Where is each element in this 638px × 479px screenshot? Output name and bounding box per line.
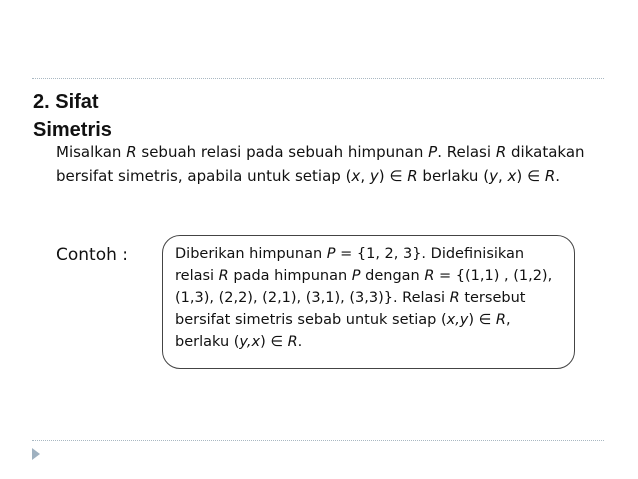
contoh-label: Contoh :: [56, 245, 129, 265]
bottom-divider: [32, 440, 604, 441]
example-text: Diberikan himpunan P = {1, 2, 3}. Didefinisikan relasi R pada himpunan P dengan R = {(1,1) , (1,2), (1,3), (2,2), (2,1), (3,1), (3,3)}. Relasi R tersebut bersifat simetris sebab untuk setiap (x,y) ∈ R, berlaku (y,x) ∈ R.: [175, 246, 553, 350]
triangle-right-icon: [32, 448, 40, 460]
title-line-1: 2. Sifat: [33, 91, 99, 113]
slide-title: [33, 88, 112, 144]
example-box: [162, 235, 575, 369]
title-line-2: Simetris: [33, 119, 112, 141]
top-divider: [32, 78, 604, 79]
definition-paragraph: Misalkan R sebuah relasi pada sebuah himpunan P. Relasi R dikatakan bersifat simetris, apabila untuk setiap (x, y) ∈ R berlaku (y, x) ∈ R.: [56, 143, 585, 185]
